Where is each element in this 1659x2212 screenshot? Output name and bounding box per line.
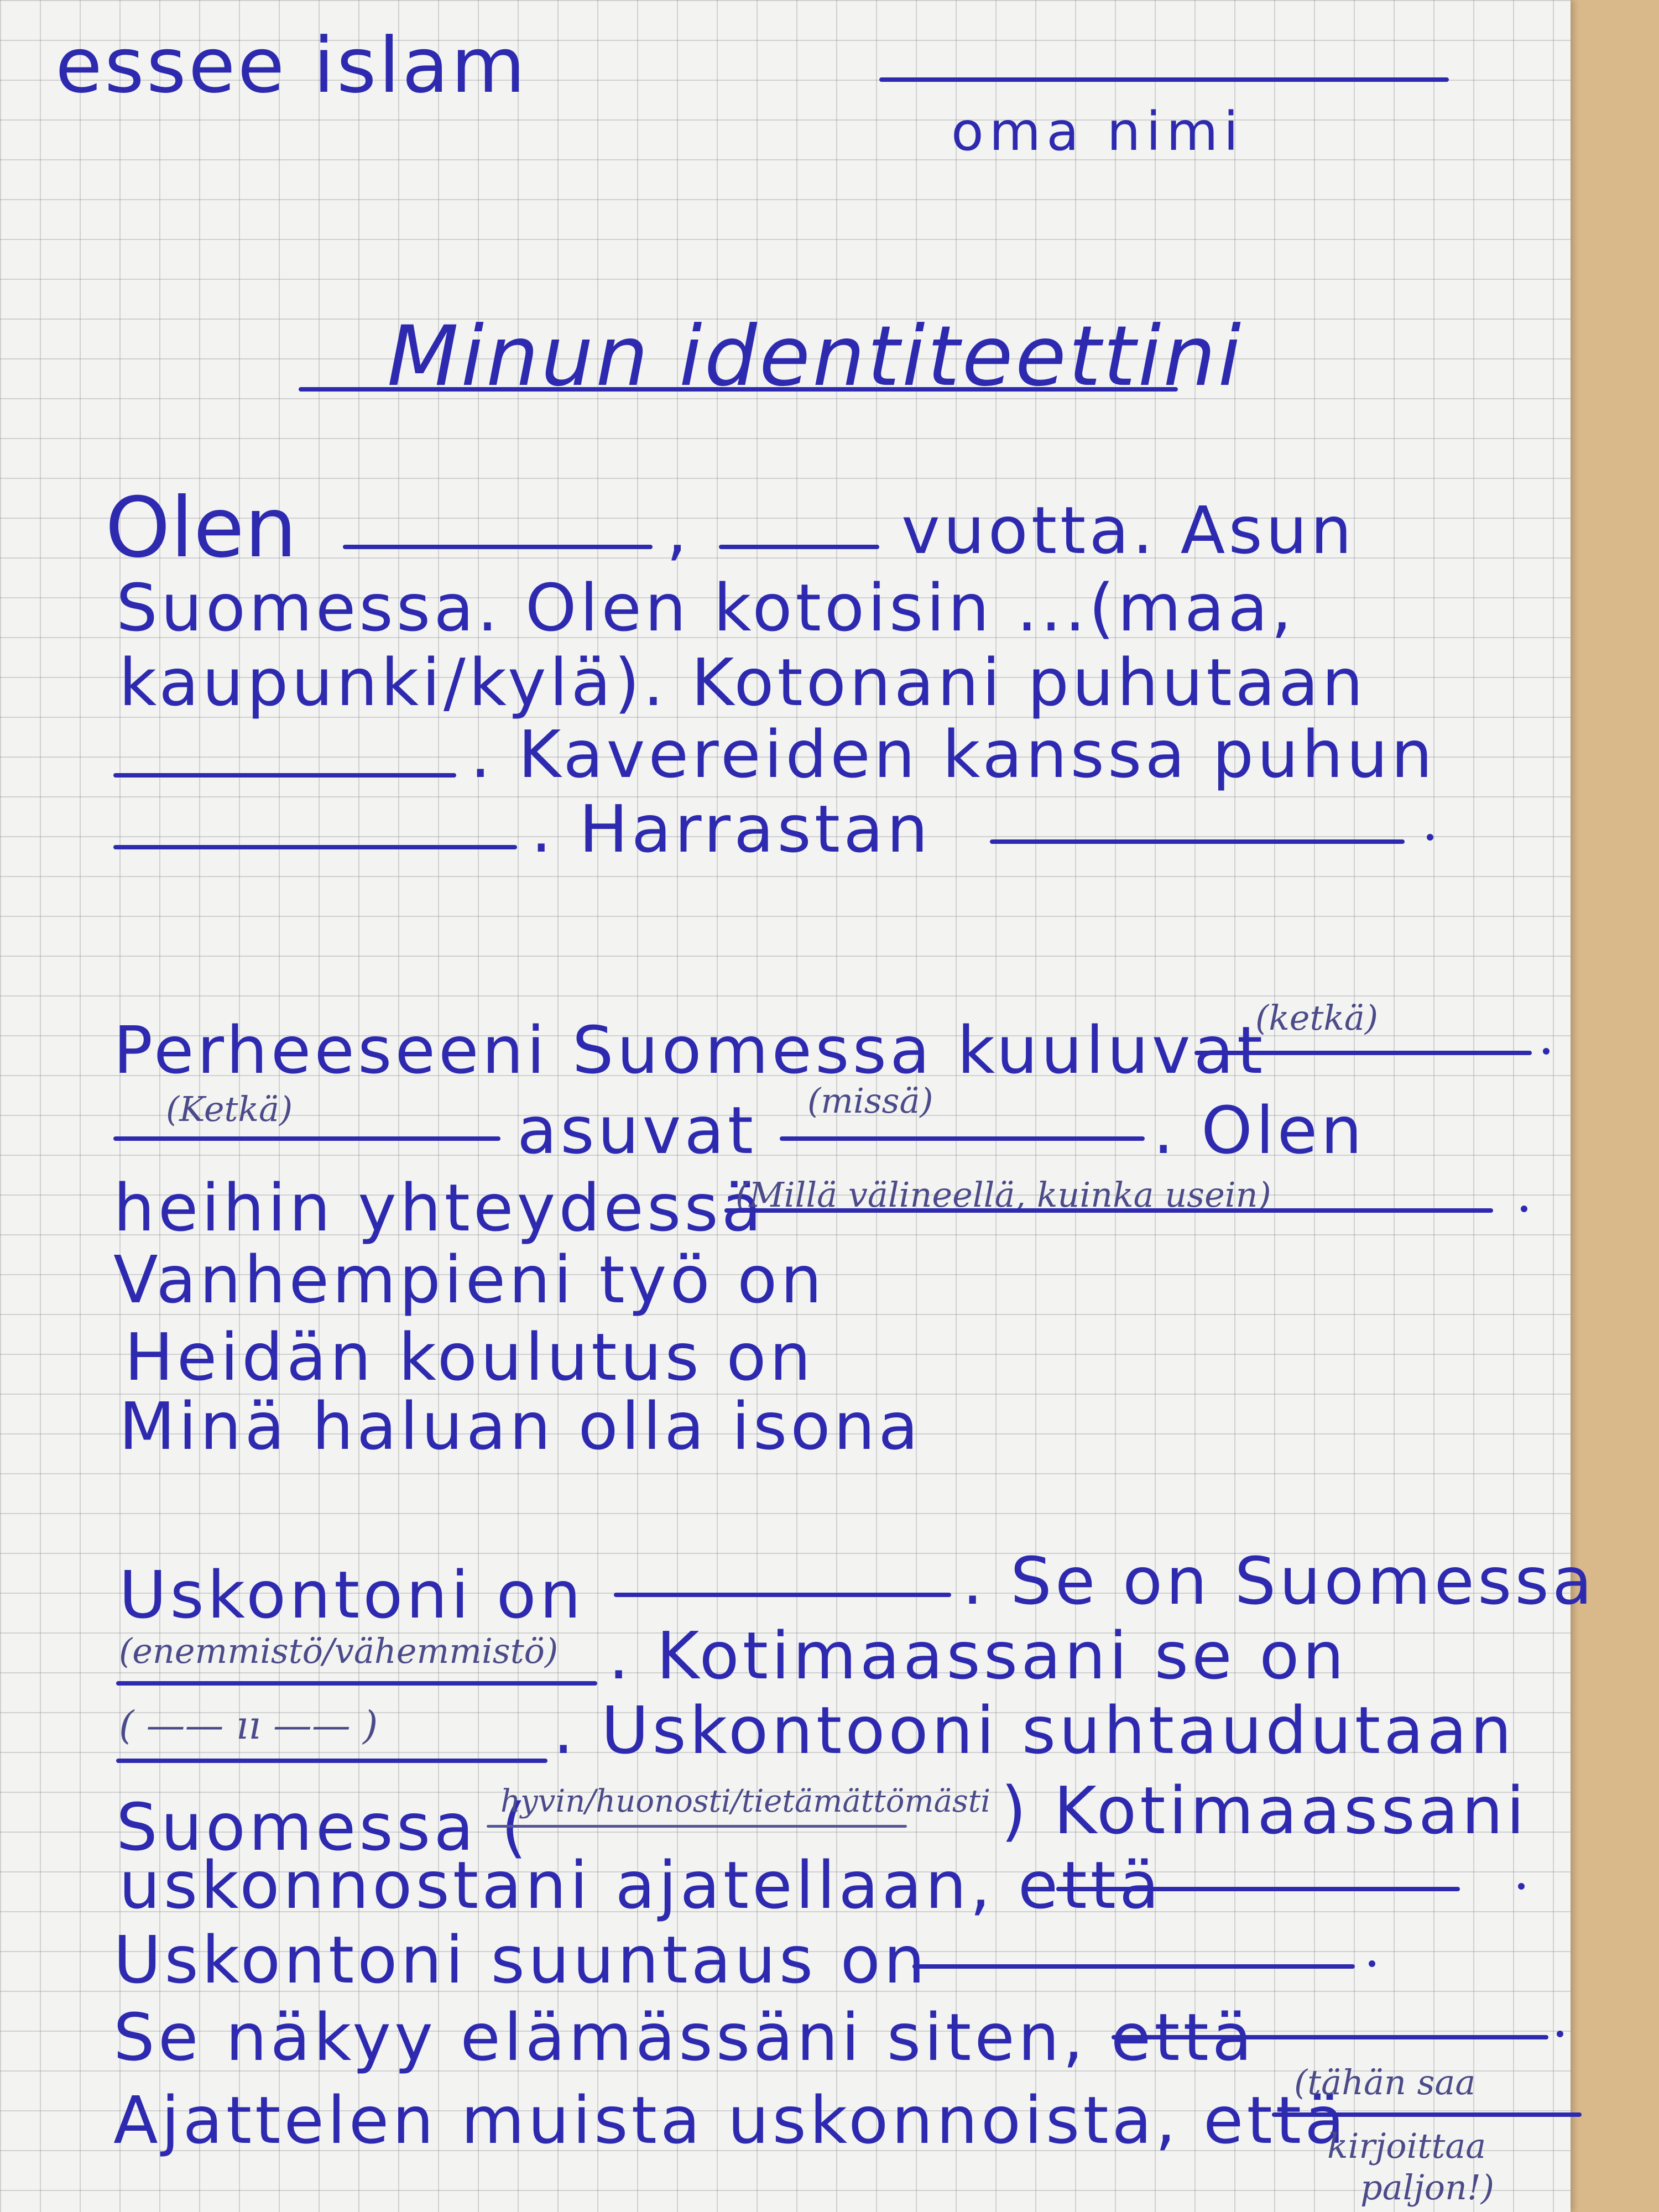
s3-hint-paljon-3: paljon!) (1360, 2167, 1495, 2208)
s2-where-blank[interactable] (780, 1136, 1145, 1141)
s3-line5: uskonnostani ajatellaan, että (119, 1847, 1163, 1923)
s2-relatives-blank[interactable] (113, 1136, 500, 1141)
s1-olen: Olen (105, 480, 298, 576)
s3-majority-blank[interactable] (116, 1681, 597, 1686)
s3-period-1 (1518, 1883, 1525, 1890)
s2-hint-miten: (Millä välineellä, kuinka usein) (735, 1175, 1271, 1215)
s1-friends-lang-blank[interactable] (113, 845, 517, 849)
s1-hobby-blank[interactable] (990, 839, 1405, 844)
essay-title: essee islam (55, 21, 528, 110)
s1-line3: kaupunki/kylä). Kotonani puhutaan (119, 644, 1367, 721)
s3-hint-enemmisto: (enemmistö/vähemmistö) (119, 1631, 559, 1671)
s2-family-blank[interactable] (1194, 1051, 1532, 1055)
s1-vuotta-asun: vuotta. Asun (901, 492, 1355, 568)
name-blank[interactable] (879, 77, 1449, 82)
s2-hint-ketka-2: (Ketkä) (166, 1089, 293, 1129)
s2-line6: Minä haluan olla isona (119, 1388, 922, 1464)
s3-hint-suhtautuminen: hyvin/huonosti/tietämättömästi (500, 1783, 991, 1819)
s2-hint-missa: (missä) (807, 1081, 933, 1121)
s1-period (1427, 834, 1433, 841)
s2-line1: Perheeseeni Suomessa kuuluvat (113, 1012, 1266, 1088)
s3-line4a: Suomessa ( (116, 1789, 530, 1865)
s2-period-2 (1521, 1206, 1527, 1212)
s3-homeland-opinion-blank[interactable] (1056, 1887, 1460, 1891)
s3-period-3 (1557, 2031, 1563, 2037)
s3-hint-paljon-1: (tähän saa (1294, 2062, 1476, 2103)
s3-branch-blank[interactable] (912, 1964, 1355, 1969)
s2-asuvat: asuvat (517, 1092, 757, 1168)
s1-line2: Suomessa. Olen kotoisin ...(maa, (116, 570, 1296, 646)
name-label: oma nimi (951, 101, 1244, 163)
s3-period-2 (1369, 1960, 1375, 1967)
s1-home-lang-blank[interactable] (113, 773, 456, 778)
s1-comma: , (666, 492, 691, 568)
s2-hint-ketka-1: (ketkä) (1255, 998, 1379, 1038)
s2-olen: . Olen (1153, 1092, 1366, 1168)
s3-line3: . Uskontooni suhtaudutaan (553, 1692, 1515, 1768)
s1-age-blank[interactable] (719, 545, 879, 549)
s2-contact-blank[interactable] (724, 1208, 1493, 1213)
s3-daily-life-blank[interactable] (1112, 2035, 1548, 2039)
s3-religion-blank[interactable] (614, 1593, 951, 1597)
s3-hint-ditto: ( —— ıı —— ) (119, 1703, 378, 1748)
s3-line1a: Uskontoni on (119, 1557, 585, 1633)
s3-line8: Ajattelen muista uskonnoista, että (113, 2082, 1348, 2158)
s2-line4: Vanhempieni työ on (113, 1241, 826, 1318)
s3-line4b: ) Kotimaassani (1001, 1772, 1528, 1849)
s1-name-blank[interactable] (343, 545, 653, 549)
s2-line5: Heidän koulutus on (124, 1319, 815, 1395)
s2-period-1 (1543, 1048, 1550, 1055)
s3-hint-paljon-2: kirjoittaa (1327, 2126, 1486, 2166)
s2-line3: heihin yhteydessä (113, 1170, 765, 1246)
s3-line6: Uskontoni suuntaus on (113, 1922, 928, 1998)
s1-line4: . Kavereiden kanssa puhun (470, 716, 1436, 792)
heading-underline (299, 387, 1178, 392)
s3-line2: . Kotimaassani se on (608, 1618, 1348, 1694)
s3-line1b: . Se on Suomessa (962, 1543, 1596, 1619)
s3-line7: Se näkyy elämässäni siten, että (113, 1999, 1256, 2075)
s3-attitude-blank[interactable] (487, 1825, 907, 1828)
s1-line5: . Harrastan (531, 791, 932, 867)
s3-homeland-status-blank[interactable] (116, 1759, 547, 1763)
page-heading: Minun identiteettini (387, 309, 1244, 405)
s3-other-religions-blank[interactable] (1272, 2112, 1582, 2117)
